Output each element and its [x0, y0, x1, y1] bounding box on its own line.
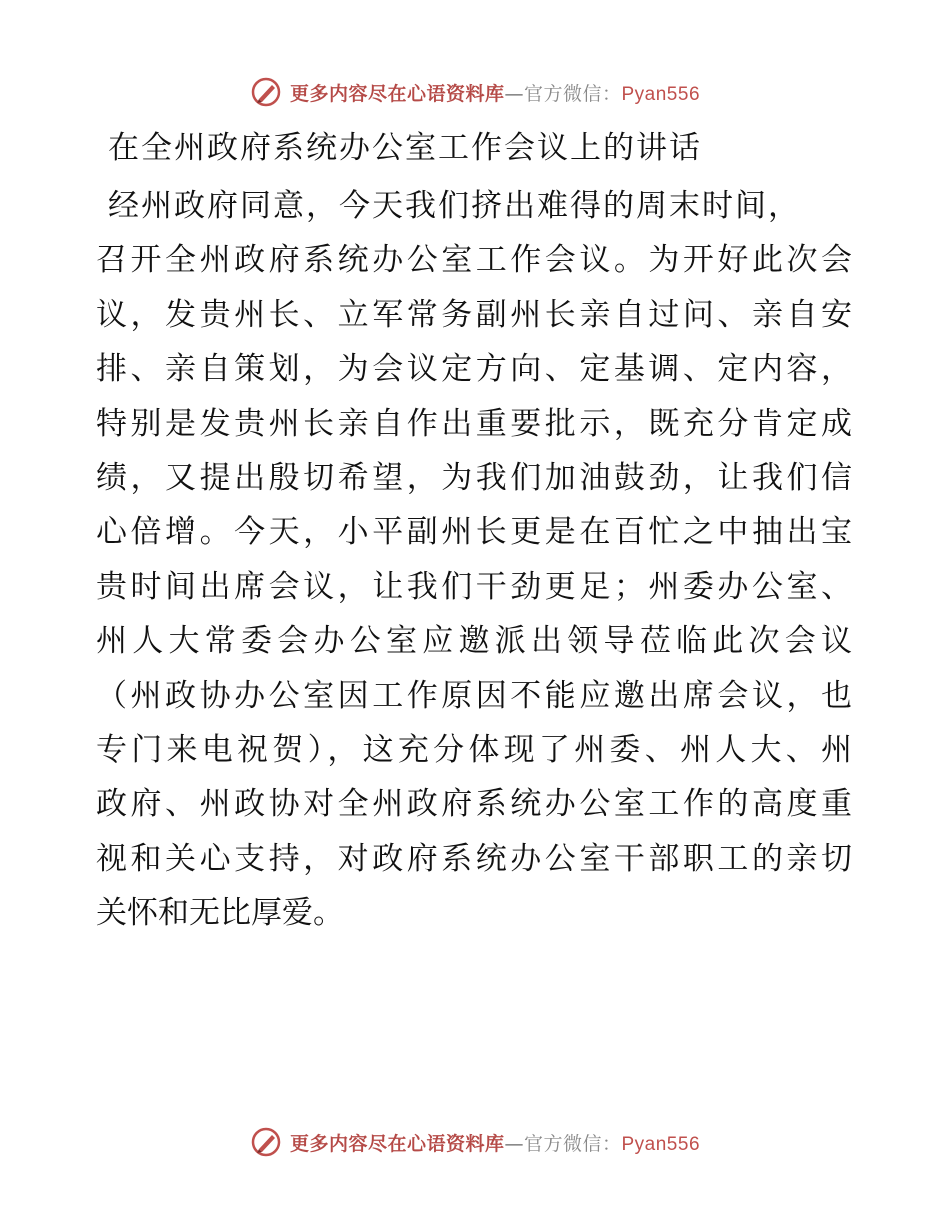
paragraph-line: 召开全州政府系统办公室工作会议。为开好此次会 — [96, 242, 852, 279]
paragraph-line: 经州政府同意，今天我们挤出难得的周末时间， — [108, 188, 801, 224]
paragraph-line: 特别是发贵州长亲自作出重要批示，既充分肯定成 — [96, 405, 852, 442]
watermark-text — [290, 1129, 700, 1156]
pen-logo-icon — [250, 1126, 282, 1158]
watermark-footer — [0, 1122, 950, 1162]
watermark-separator: — — [504, 1132, 524, 1155]
watermark-header — [0, 72, 950, 112]
paragraph-line: 州人大常委会办公室应邀派出领导莅临此次会议 — [96, 623, 852, 660]
paragraph-line: 议，发贵州长、立军常务副州长亲自过问、亲自安 — [96, 296, 852, 333]
paragraph-line: 政府、州政协对全州政府系统办公室工作的高度重 — [96, 786, 852, 823]
paragraph-line: 绩，又提出殷切希望，为我们加油鼓劲，让我们信 — [96, 459, 852, 496]
watermark-brand: 更多内容尽在心语资料库 — [289, 82, 505, 105]
watermark-label: 官方微信： — [523, 82, 622, 105]
paragraph-line: 贵时间出席会议，让我们干劲更足；州委办公室、 — [96, 568, 852, 605]
paragraph-line: （州政协办公室因工作原因不能应邀出席会议，也 — [96, 677, 852, 714]
paragraph-line: 心倍增。今天，小平副州长更是在百忙之中抽出宝 — [96, 514, 852, 551]
watermark-separator: — — [504, 82, 524, 105]
watermark-label: 官方微信： — [523, 1132, 622, 1155]
body-paragraph — [96, 179, 852, 940]
pen-logo-icon — [250, 76, 282, 108]
watermark-text — [290, 79, 700, 106]
paragraph-line: 视和关心支持，对政府系统办公室干部职工的亲切 — [96, 840, 852, 877]
paragraph-line: 专门来电祝贺），这充分体现了州委、州人大、州 — [96, 731, 852, 768]
watermark-brand: 更多内容尽在心语资料库 — [289, 1132, 505, 1155]
paragraph-line: 关怀和无比厚爱。 — [96, 895, 344, 932]
document-title: 在全州政府系统办公室工作会议上的讲话 — [108, 130, 702, 166]
watermark-wechat-id: Pyan556 — [621, 83, 701, 105]
paragraph-line: 排、亲自策划，为会议定方向、定基调、定内容， — [96, 351, 852, 388]
watermark-wechat-id: Pyan556 — [621, 1133, 701, 1155]
